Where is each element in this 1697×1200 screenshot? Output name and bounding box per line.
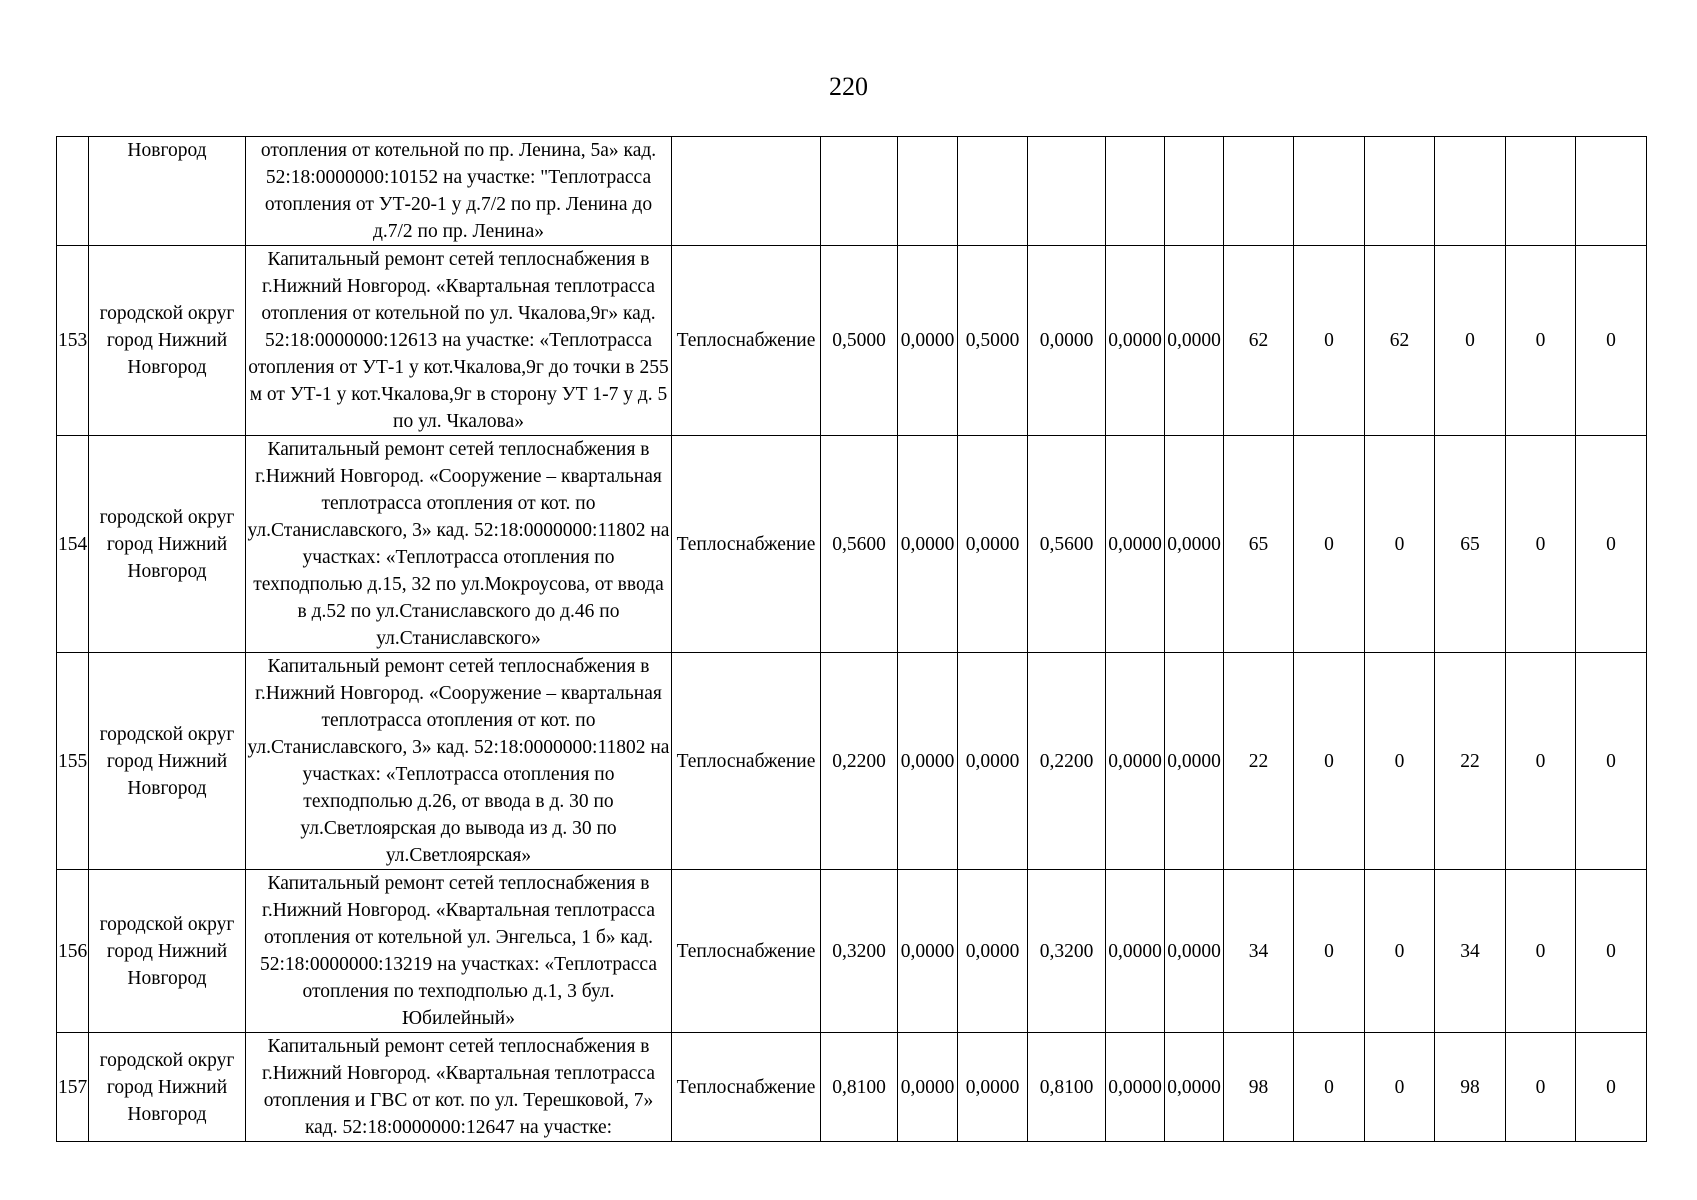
value-cell: 22 [1224, 653, 1294, 870]
value-cell: 0,0000 [1165, 653, 1224, 870]
table-row [57, 246, 1647, 436]
value-cell: 0,0000 [898, 436, 958, 653]
value-cell: 0,0000 [1028, 246, 1106, 436]
value-cell: 0,8100 [821, 1033, 898, 1142]
municipality-cell: городской округ город Нижний Новгород [89, 436, 246, 653]
value-cell: 0,0000 [898, 870, 958, 1033]
value-cell: 0,0000 [1165, 1033, 1224, 1142]
description-cell: Капитальный ремонт сетей теплоснабжения в г.Нижний Новгород. «Сооружение – квартальная теплотрасса отопления от кот. по ул.Станиславского, 3» кад. 52:18:0000000:11802 на участках: «Теплотрасса отопления по техподполью д.15, 32 по ул.Мокроусова, от ввода в д.52 по ул.Станиславского до д.46 по ул.Станиславского» [246, 436, 672, 653]
row-number: 153 [57, 246, 89, 436]
value-cell: 0,0000 [898, 1033, 958, 1142]
description-cell: отопления от котельной по пр. Ленина, 5а» кад. 52:18:0000000:10152 на участке: "Теплотрасса отопления от УТ-20-1 у д.7/2 по пр. Ленина до д.7/2 по пр. Ленина» [246, 137, 672, 246]
value-cell: 0 [1365, 1033, 1435, 1142]
value-cell: 0,5000 [958, 246, 1028, 436]
value-cell: 34 [1435, 870, 1506, 1033]
table-row [57, 436, 1647, 653]
value-cell: 0 [1506, 246, 1576, 436]
value-cell: 22 [1435, 653, 1506, 870]
value-cell [1224, 137, 1294, 246]
value-cell: 0 [1435, 246, 1506, 436]
value-cell: 0,0000 [1165, 870, 1224, 1033]
value-cell: 0 [1294, 1033, 1365, 1142]
value-cell [958, 137, 1028, 246]
value-cell: 0,0000 [1106, 246, 1165, 436]
row-number: 155 [57, 653, 89, 870]
value-cell: 0,0000 [958, 653, 1028, 870]
row-number [57, 137, 89, 246]
value-cell: 0,8100 [1028, 1033, 1106, 1142]
value-cell: 0 [1506, 870, 1576, 1033]
value-cell: 0,0000 [1165, 436, 1224, 653]
value-cell: 0,0000 [1106, 653, 1165, 870]
value-cell: 0 [1294, 870, 1365, 1033]
value-cell: 0 [1294, 653, 1365, 870]
value-cell: 0 [1506, 1033, 1576, 1142]
value-cell: 0 [1365, 436, 1435, 653]
value-cell: 0,2200 [821, 653, 898, 870]
value-cell [1106, 137, 1165, 246]
type-cell: Теплоснабжение [672, 1033, 821, 1142]
row-number: 156 [57, 870, 89, 1033]
table-row [57, 137, 1647, 246]
description-cell: Капитальный ремонт сетей теплоснабжения в г.Нижний Новгород. «Квартальная теплотрасса отопления от котельной ул. Энгельса, 1 б» кад. 52:18:0000000:13219 на участках: «Теплотрасса отопления по техподполью д.1, 3 бул. Юбилейный» [246, 870, 672, 1033]
value-cell: 65 [1435, 436, 1506, 653]
value-cell: 0,5000 [821, 246, 898, 436]
value-cell: 0 [1576, 246, 1647, 436]
table-row [57, 1033, 1647, 1142]
value-cell: 62 [1365, 246, 1435, 436]
municipality-cell: городской округ город Нижний Новгород [89, 1033, 246, 1142]
page-number: 220 [829, 72, 868, 101]
description-cell: Капитальный ремонт сетей теплоснабжения в г.Нижний Новгород. «Квартальная теплотрасса отопления и ГВС от кот. по ул. Терешковой, 7» кад. 52:18:0000000:12647 на участке: [246, 1033, 672, 1142]
value-cell: 0 [1576, 870, 1647, 1033]
value-cell: 0,5600 [1028, 436, 1106, 653]
value-cell: 0,0000 [898, 653, 958, 870]
municipality-cell: городской округ город Нижний Новгород [89, 870, 246, 1033]
type-cell: Теплоснабжение [672, 436, 821, 653]
municipality-cell: городской округ город Нижний Новгород [89, 246, 246, 436]
value-cell: 0,5600 [821, 436, 898, 653]
table-row [57, 653, 1647, 870]
value-cell: 0,3200 [821, 870, 898, 1033]
description-cell: Капитальный ремонт сетей теплоснабжения в г.Нижний Новгород. «Сооружение – квартальная теплотрасса отопления от кот. по ул.Станиславского, 3» кад. 52:18:0000000:11802 на участках: «Теплотрасса отопления по техподполью д.26, от ввода в д. 30 по ул.Светлоярская до вывода из д. 30 по ул.Светлоярская» [246, 653, 672, 870]
program-table [56, 136, 1647, 1142]
value-cell: 0,0000 [1106, 436, 1165, 653]
value-cell: 0 [1506, 436, 1576, 653]
value-cell: 0,0000 [898, 246, 958, 436]
type-cell [672, 137, 821, 246]
value-cell: 65 [1224, 436, 1294, 653]
description-cell: Капитальный ремонт сетей теплоснабжения в г.Нижний Новгород. «Квартальная теплотрасса отопления от котельной по ул. Чкалова,9г» кад. 52:18:0000000:12613 на участке: «Теплотрасса отопления от УТ-1 у кот.Чкалова,9г до точки в 255 м от УТ-1 у кот.Чкалова,9г в сторону УТ 1-7 у д. 5 по ул. Чкалова» [246, 246, 672, 436]
value-cell [1506, 137, 1576, 246]
row-number: 154 [57, 436, 89, 653]
value-cell: 98 [1435, 1033, 1506, 1142]
value-cell [1294, 137, 1365, 246]
value-cell: 0 [1576, 653, 1647, 870]
type-cell: Теплоснабжение [672, 653, 821, 870]
row-number: 157 [57, 1033, 89, 1142]
value-cell: 0,3200 [1028, 870, 1106, 1033]
value-cell [1365, 137, 1435, 246]
value-cell: 98 [1224, 1033, 1294, 1142]
type-cell: Теплоснабжение [672, 246, 821, 436]
value-cell: 0,0000 [1106, 1033, 1165, 1142]
value-cell: 0,0000 [958, 870, 1028, 1033]
value-cell: 0,0000 [1165, 246, 1224, 436]
table-row [57, 870, 1647, 1033]
municipality-cell: Новгород [89, 137, 246, 246]
value-cell: 0 [1576, 436, 1647, 653]
value-cell: 0 [1365, 653, 1435, 870]
type-cell: Теплоснабжение [672, 870, 821, 1033]
value-cell: 0 [1365, 870, 1435, 1033]
value-cell: 0,0000 [958, 436, 1028, 653]
value-cell [1576, 137, 1647, 246]
value-cell: 0,0000 [1106, 870, 1165, 1033]
value-cell: 0,0000 [958, 1033, 1028, 1142]
value-cell [898, 137, 958, 246]
municipality-cell: городской округ город Нижний Новгород [89, 653, 246, 870]
value-cell: 0 [1506, 653, 1576, 870]
value-cell [1028, 137, 1106, 246]
value-cell: 0 [1576, 1033, 1647, 1142]
value-cell: 62 [1224, 246, 1294, 436]
value-cell: 0 [1294, 436, 1365, 653]
value-cell: 0 [1294, 246, 1365, 436]
value-cell: 0,2200 [1028, 653, 1106, 870]
value-cell: 34 [1224, 870, 1294, 1033]
value-cell [1165, 137, 1224, 246]
value-cell [1435, 137, 1506, 246]
value-cell [821, 137, 898, 246]
